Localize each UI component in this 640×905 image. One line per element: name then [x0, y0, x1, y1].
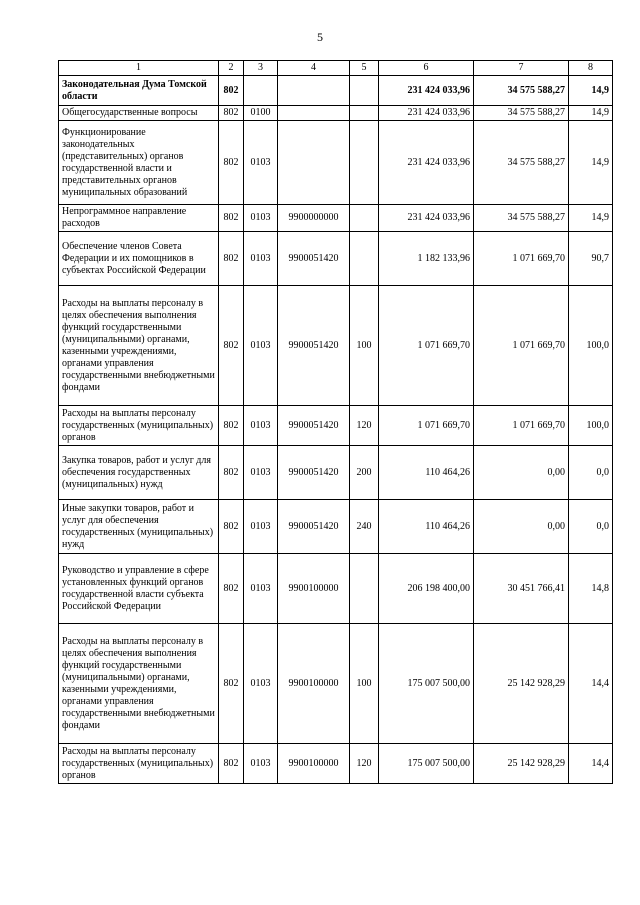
- row-target-code-cell: [278, 76, 350, 106]
- row-percent-cell: 14,9: [569, 106, 613, 121]
- column-header: 3: [244, 61, 278, 76]
- row-percent-cell: 14,4: [569, 744, 613, 784]
- row-name-cell: Расходы на выплаты персоналу государственных (муниципальных) органов: [59, 744, 219, 784]
- row-section-code-cell: 0103: [244, 554, 278, 624]
- row-actual-amount-cell: 34 575 588,27: [474, 121, 569, 205]
- row-name-cell: Расходы на выплаты персоналу в целях обеспечения выполнения функций государственными (муниципальными) органами, казенными учреждениями, органами управления государственными внебюджетными фондами: [59, 624, 219, 744]
- table-row: [59, 744, 613, 784]
- row-name-cell: Расходы на выплаты персоналу в целях обеспечения выполнения функций государственными (муниципальными) органами, казенными учреждениями, органами управления государственными внебюджетными фондами: [59, 286, 219, 406]
- row-expense-type-cell: [350, 232, 379, 286]
- row-name-cell: Функционирование законодательных (представительных) органов государственной власти и представительных органов муниципальных образований: [59, 121, 219, 205]
- column-header: 4: [278, 61, 350, 76]
- row-actual-amount-cell: 25 142 928,29: [474, 624, 569, 744]
- row-admin-code-cell: 802: [219, 76, 244, 106]
- row-section-code-cell: 0103: [244, 205, 278, 232]
- row-actual-amount-cell: 0,00: [474, 446, 569, 500]
- table-row: [59, 205, 613, 232]
- row-name-cell: Непрограммное направление расходов: [59, 205, 219, 232]
- row-target-code-cell: 9900051420: [278, 500, 350, 554]
- row-percent-cell: 90,7: [569, 232, 613, 286]
- row-actual-amount-cell: 1 071 669,70: [474, 406, 569, 446]
- row-actual-amount-cell: 25 142 928,29: [474, 744, 569, 784]
- row-admin-code-cell: 802: [219, 121, 244, 205]
- row-section-code-cell: 0103: [244, 744, 278, 784]
- column-header: 1: [59, 61, 219, 76]
- row-plan-amount-cell: 231 424 033,96: [379, 205, 474, 232]
- budget-table: [58, 60, 613, 784]
- row-target-code-cell: 9900100000: [278, 744, 350, 784]
- table-row: [59, 554, 613, 624]
- row-plan-amount-cell: 110 464,26: [379, 446, 474, 500]
- row-plan-amount-cell: 175 007 500,00: [379, 744, 474, 784]
- row-expense-type-cell: 120: [350, 744, 379, 784]
- row-name-cell: Общегосударственные вопросы: [59, 106, 219, 121]
- row-target-code-cell: 9900051420: [278, 406, 350, 446]
- row-actual-amount-cell: 1 071 669,70: [474, 286, 569, 406]
- row-target-code-cell: 9900051420: [278, 286, 350, 406]
- row-expense-type-cell: [350, 205, 379, 232]
- table-row: [59, 286, 613, 406]
- table-row: [59, 624, 613, 744]
- table-row: [59, 446, 613, 500]
- row-percent-cell: 14,9: [569, 76, 613, 106]
- row-section-code-cell: 0103: [244, 406, 278, 446]
- row-percent-cell: 0,0: [569, 446, 613, 500]
- row-plan-amount-cell: 231 424 033,96: [379, 121, 474, 205]
- row-plan-amount-cell: 1 182 133,96: [379, 232, 474, 286]
- row-expense-type-cell: 100: [350, 624, 379, 744]
- row-name-cell: Иные закупки товаров, работ и услуг для обеспечения государственных (муниципальных) нужд: [59, 500, 219, 554]
- row-section-code-cell: 0103: [244, 121, 278, 205]
- row-target-code-cell: [278, 106, 350, 121]
- row-admin-code-cell: 802: [219, 624, 244, 744]
- row-admin-code-cell: 802: [219, 106, 244, 121]
- row-expense-type-cell: [350, 554, 379, 624]
- row-admin-code-cell: 802: [219, 554, 244, 624]
- row-percent-cell: 14,8: [569, 554, 613, 624]
- page-number: 5: [317, 30, 323, 44]
- row-admin-code-cell: 802: [219, 286, 244, 406]
- row-percent-cell: 14,9: [569, 205, 613, 232]
- row-section-code-cell: [244, 76, 278, 106]
- row-section-code-cell: 0103: [244, 232, 278, 286]
- row-expense-type-cell: 240: [350, 500, 379, 554]
- header-row: [59, 61, 613, 76]
- table-row: [59, 406, 613, 446]
- row-expense-type-cell: 120: [350, 406, 379, 446]
- column-header: 8: [569, 61, 613, 76]
- column-header: 5: [350, 61, 379, 76]
- row-actual-amount-cell: 30 451 766,41: [474, 554, 569, 624]
- row-percent-cell: 14,9: [569, 121, 613, 205]
- row-section-code-cell: 0100: [244, 106, 278, 121]
- row-actual-amount-cell: 1 071 669,70: [474, 232, 569, 286]
- row-plan-amount-cell: 231 424 033,96: [379, 106, 474, 121]
- row-plan-amount-cell: 110 464,26: [379, 500, 474, 554]
- row-name-cell: Законодательная Дума Томской области: [59, 76, 219, 106]
- row-admin-code-cell: 802: [219, 232, 244, 286]
- row-plan-amount-cell: 175 007 500,00: [379, 624, 474, 744]
- row-admin-code-cell: 802: [219, 500, 244, 554]
- table-row: [59, 76, 613, 106]
- row-expense-type-cell: 200: [350, 446, 379, 500]
- row-target-code-cell: 9900100000: [278, 554, 350, 624]
- row-target-code-cell: 9900100000: [278, 624, 350, 744]
- column-header: 6: [379, 61, 474, 76]
- row-plan-amount-cell: 1 071 669,70: [379, 286, 474, 406]
- row-admin-code-cell: 802: [219, 744, 244, 784]
- row-plan-amount-cell: 231 424 033,96: [379, 76, 474, 106]
- table-row: [59, 232, 613, 286]
- row-plan-amount-cell: 1 071 669,70: [379, 406, 474, 446]
- row-percent-cell: 14,4: [569, 624, 613, 744]
- row-section-code-cell: 0103: [244, 624, 278, 744]
- row-target-code-cell: [278, 121, 350, 205]
- row-plan-amount-cell: 206 198 400,00: [379, 554, 474, 624]
- row-target-code-cell: 9900000000: [278, 205, 350, 232]
- column-header: 7: [474, 61, 569, 76]
- row-actual-amount-cell: 34 575 588,27: [474, 76, 569, 106]
- row-actual-amount-cell: 34 575 588,27: [474, 106, 569, 121]
- row-actual-amount-cell: 34 575 588,27: [474, 205, 569, 232]
- row-percent-cell: 100,0: [569, 406, 613, 446]
- row-name-cell: Расходы на выплаты персоналу государственных (муниципальных) органов: [59, 406, 219, 446]
- row-name-cell: Закупка товаров, работ и услуг для обеспечения государственных (муниципальных) нужд: [59, 446, 219, 500]
- row-percent-cell: 100,0: [569, 286, 613, 406]
- row-target-code-cell: 9900051420: [278, 446, 350, 500]
- row-section-code-cell: 0103: [244, 446, 278, 500]
- row-percent-cell: 0,0: [569, 500, 613, 554]
- row-name-cell: Руководство и управление в сфере установленных функций органов государственной власти субъекта Российской Федерации: [59, 554, 219, 624]
- row-section-code-cell: 0103: [244, 500, 278, 554]
- row-expense-type-cell: [350, 106, 379, 121]
- row-admin-code-cell: 802: [219, 205, 244, 232]
- table-row: [59, 121, 613, 205]
- row-name-cell: Обеспечение членов Совета Федерации и их помощников в субъектах Российской Федерации: [59, 232, 219, 286]
- row-target-code-cell: 9900051420: [278, 232, 350, 286]
- table-row: [59, 106, 613, 121]
- row-admin-code-cell: 802: [219, 446, 244, 500]
- column-header: 2: [219, 61, 244, 76]
- table-body: [59, 76, 613, 784]
- row-expense-type-cell: 100: [350, 286, 379, 406]
- row-actual-amount-cell: 0,00: [474, 500, 569, 554]
- table-row: [59, 500, 613, 554]
- row-admin-code-cell: 802: [219, 406, 244, 446]
- row-section-code-cell: 0103: [244, 286, 278, 406]
- row-expense-type-cell: [350, 121, 379, 205]
- row-expense-type-cell: [350, 76, 379, 106]
